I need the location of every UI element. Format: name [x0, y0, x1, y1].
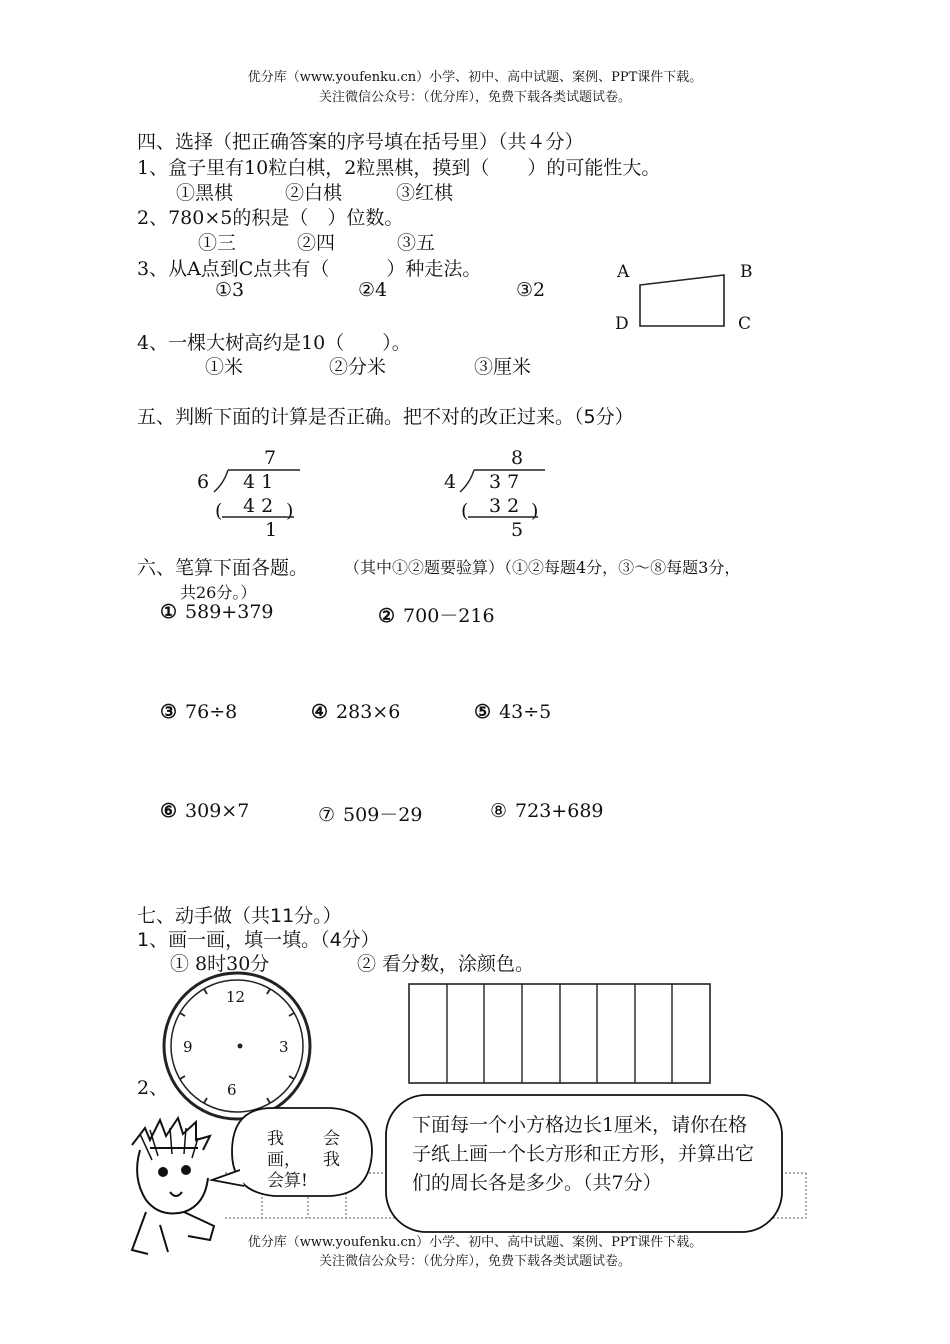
div1-dividend: 4 1: [243, 471, 274, 493]
boy-bubble-text-1b: 会: [323, 1129, 340, 1149]
problem-1: ① 589+379: [160, 601, 274, 623]
problem-5: ⑤ 43÷5: [474, 701, 552, 723]
s4-q3-option-2: ②4: [358, 279, 388, 301]
s4-question-4: 4、一棵大树高约是10（ ）。: [137, 332, 411, 354]
boy-bubble-text-2b: 我: [323, 1150, 340, 1170]
footer-line-1: 优分库（www.youfenku.cn）小学、初中、高中试题、案例、PPT课件下载。: [247, 1235, 703, 1250]
section7-title: 七、动手做（共11分。）: [137, 905, 342, 927]
div2-divisor: 4: [444, 471, 457, 493]
boy-bubble-text-1a: 我: [267, 1129, 284, 1149]
boy-bubble-text-3: 会算!: [267, 1171, 308, 1191]
s7-question-1: 1、画一画，填一填。（4分）: [137, 929, 380, 951]
problem-2: ② 700－216: [378, 605, 495, 627]
div1-divisor: 6: [197, 471, 210, 493]
section6-note-1: （其中①②题要验算）（①②每题4分，③～⑧每题3分，: [344, 558, 741, 577]
div2-paren-close: ): [531, 500, 539, 522]
div1-paren-close: ): [286, 500, 294, 522]
div2-remainder: 5: [511, 519, 524, 541]
figure-label-c: C: [738, 314, 752, 334]
section4-title: 四、选择（把正确答案的序号填在括号里）（共４分）: [137, 131, 584, 153]
instruction-bubble-text: 下面每一个小方格边长1厘米，请你在格子纸上画一个长方形和正方形，并算出它们的周长各是多少。（共7分）: [412, 1114, 755, 1194]
section6-note-2: 共26分。）: [180, 583, 257, 602]
div1-product: 4 2: [243, 495, 274, 517]
s7-q1a: ① 8时30分: [170, 953, 270, 975]
clock-number-3: 3: [279, 1038, 289, 1056]
s4-q1-option-3: ③红棋: [396, 182, 454, 204]
s4-q4-option-3: ③厘米: [474, 356, 532, 378]
s4-q1-option-1: ①黑棋: [176, 182, 234, 204]
s4-q2-option-2: ②四: [297, 232, 336, 254]
boy-bubble-text-2a: 画，: [267, 1150, 301, 1170]
div2-paren-open: (: [461, 500, 469, 522]
s4-q4-option-1: ①米: [205, 356, 244, 378]
s7-question-2: 2、: [137, 1077, 169, 1099]
div2-product: 3 2: [489, 495, 520, 517]
problem-6: ⑥ 309×7: [160, 800, 250, 822]
figure-label-a: A: [617, 262, 630, 282]
div1-paren-open: (: [215, 500, 223, 522]
s4-question-3: 3、从A点到C点共有（ ）种走法。: [137, 258, 482, 280]
s4-q4-option-2: ②分米: [329, 356, 387, 378]
problem-7: ⑦ 509－29: [318, 804, 423, 826]
s4-q2-option-1: ①三: [198, 232, 237, 254]
s4-q1-option-2: ②白棋: [285, 182, 343, 204]
section5-title: 五、判断下面的计算是否正确。把不对的改正过来。（5分）: [137, 406, 634, 428]
footer-line-2: 关注微信公众号：（优分库），免费下载各类试题试卷。: [318, 1254, 631, 1269]
div2-dividend: 3 7: [489, 471, 520, 493]
s4-question-1: 1、盒子里有10粒白棋，2粒黑棋，摸到（ ）的可能性大。: [137, 157, 661, 179]
s4-q2-option-3: ③五: [397, 232, 436, 254]
header-line-1: 优分库（www.youfenku.cn）小学、初中、高中试题、案例、PPT课件下载。: [247, 70, 703, 85]
figure-label-b: B: [740, 262, 753, 282]
problem-3: ③ 76÷8: [160, 701, 238, 723]
problem-4: ④ 283×6: [311, 701, 401, 723]
s4-q3-option-3: ③2: [516, 279, 546, 301]
clock-number-6: 6: [227, 1081, 237, 1099]
div1-remainder: 1: [265, 519, 278, 541]
div2-quotient: 8: [511, 447, 524, 469]
section6-title: 六、笔算下面各题。: [137, 557, 309, 579]
s4-question-2: 2、780×5的积是（ ）位数。: [137, 207, 404, 229]
div1-quotient: 7: [264, 447, 277, 469]
figure-label-d: D: [615, 314, 629, 334]
clock-number-9: 9: [183, 1038, 193, 1056]
s7-q1b: ② 看分数，涂颜色。: [357, 953, 535, 975]
clock-number-12: 12: [226, 988, 246, 1006]
problem-8: ⑧ 723+689: [490, 800, 604, 822]
header-line-2: 关注微信公众号：（优分库），免费下载各类试题试卷。: [318, 90, 631, 105]
s4-q3-option-1: ①3: [215, 279, 245, 301]
